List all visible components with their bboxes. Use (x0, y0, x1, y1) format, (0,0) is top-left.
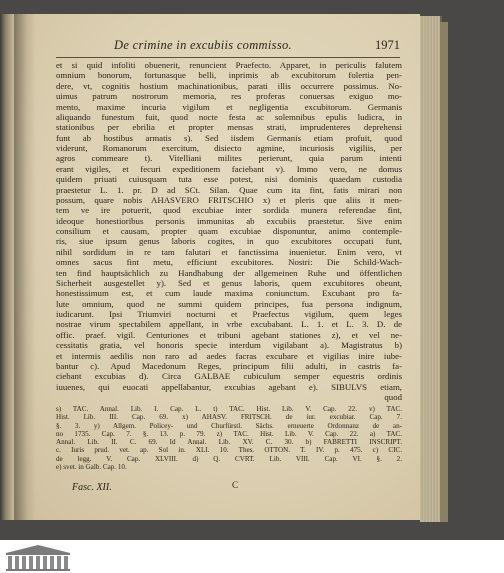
text-line: offic. praef. vigil. Centuriones et tribuni agebant stationes z), et vel ne- (56, 329, 402, 340)
text-line: ten find hauptsächlich zu Handhabung der allgemeinen Ruhe und öffentlichen (56, 267, 402, 278)
text-line: Sicherheit ausgestellet y). Sed et genus laboris, quem excubitores obeunt, (56, 277, 402, 288)
book-left-edge (0, 14, 14, 520)
signature-mark: Fasc. XII. (72, 482, 112, 493)
footnote-line: de legg. V. Cap. XLVIII. d) Q. CVRT. Lib. VIII. Cap. VI. §. 2. (56, 454, 402, 463)
text-line: omnes sacus fint metu, efficiunt excubitores. Nostri: Die Schild-Wach- (56, 257, 402, 268)
text-line: possum, quare nobis AHASVERO FRITSCHIO x) et pleris que aliis it men- (56, 194, 402, 205)
text-line: nihil sordidum in re tam falutari et fanctissima inuenietur. Enim vero, vt (56, 246, 402, 257)
text-line: stationibus per ebrilia et propter mensas strati, imprudenteres deprehensi (56, 122, 402, 133)
cover-edge (440, 22, 448, 522)
text-line: quidem priuati cuiusquam tuta esse potest, nisi dominis quaedam custodia (56, 174, 402, 185)
text-line: cessitatis gratia, vel honoris specie interdum vigilabant a). Magistratus b) (56, 340, 402, 351)
text-line: funt ab hostibus armatis s). Sed iisdem Germanis etiam profuit, quod (56, 132, 402, 143)
footnote-line: Hist. Lib. III. Cap. 69. x) AHASV. FRITSCH. de iur. excubiar. Cap. 7. (56, 413, 402, 422)
running-title: De crimine in excubiis commisso. (114, 38, 292, 52)
text-line: et intermis aedilis non raro ad aedes facras excubare et vigilias inire iube- (56, 350, 402, 361)
catchword: C (232, 480, 239, 490)
text-line: iudicarunt. Ipsi Triumviri nocturni et Praefectus vigilum, quem leges (56, 309, 402, 319)
text-line: ris, siue ipsum genus laboris cogites, in quo excubitores occupati funt, (56, 236, 402, 247)
footnote-line: §. 3. y) Allgem. Policey- und Churfürstl. Sächs. erneuerte Ordonnanz de an- (56, 421, 402, 430)
text-line: viderunt, Romanorum exercitum, disiecto agmine, incuriosis vigiliis, per (56, 143, 402, 153)
gutter-shadow (14, 14, 36, 520)
text-line: et si quid infoliti obuenerit, renuncient Praefecto. Apparet, in periculis falutem (56, 60, 402, 70)
footnote-line: c. Iuris prud. vet. ap. Sol in. XLI. 10. Thes. OTTON. T. IV. p. 475. c) CIC. (56, 446, 402, 455)
text-line: omnium bonorum, fortunasque belli, inprimis ab excubitorum folertia pen- (56, 70, 402, 81)
text-line: bantur c). Apud Macedonum Reges, principum filii adulti, in castris fa- (56, 360, 402, 371)
footnote-line: Annal. Lib. II. C. 69. Id Annal. Lib. XV. C. 30. b) FABRETTI INSCRIPT. (56, 438, 402, 447)
text-line: honestissimum est, et cum laude maxima coniunctum. Excubant pro fa- (56, 288, 402, 299)
text-line: nostrae virum spectabilem appellant, in vrbe excubabant. L. 1. et L. 3. D. de (56, 319, 402, 330)
text-line: consilium et causam, propter quam excubiae disponuntur, animo contemple- (56, 226, 402, 236)
text-line: iuuenes, qui euocati appellabantur, excubias agebant e). SIBULVS etiam, (56, 381, 402, 392)
footnote-line: no 1735. Cap. 7. §. 13. p. 79. z) TAC. Hist. Lib. V. Cap. 22. a) TAC. (56, 429, 402, 438)
text-line: dere, vt, cognitis hostium machinationibus, parati illis occurrere possimus. No- (56, 80, 402, 91)
text-line: agros commeare t). Vitelliani milites perierunt, quia parum intenti (56, 153, 402, 164)
text-line: uimus patrum nostrorum memoria, res proferas conuersas exiguo mo- (56, 91, 402, 102)
page-number: 1971 (375, 38, 400, 52)
main-text-block (56, 60, 402, 402)
footer-bar (0, 540, 504, 573)
text-line: aliquando funestum fuit, quod nocte festa ac solemnibus epulis ludicra, in (56, 111, 402, 122)
text-line: ciebant excubias d). Circa GALBAE cubiculum semper equestris ordinis (56, 371, 402, 382)
text-line: erant vigiles, et fecuri expeditionem faciebant v). Immo vero, ne domus (56, 163, 402, 174)
text-line: praestetur L. 1. pr. D ad SCt. Silan. Quae cum ita fint, fatis mirari non (56, 184, 402, 195)
header-rule (56, 57, 400, 58)
running-head (60, 38, 400, 54)
text-line: lute omnium, quod ne summi quidem principes, fua persona indignum, (56, 298, 402, 309)
text-line: quod (384, 392, 402, 402)
page-block-edges (420, 16, 442, 522)
library-building-logo-icon (4, 543, 72, 571)
text-line: ideoque honestioribus personis immunitas ab excubiis praestetur. Sive enim (56, 215, 402, 226)
footnotes-block (56, 405, 402, 471)
text-line: tem ve ire potuerit, quod excubiae inter sordida munera referendae fint, (56, 205, 402, 216)
footnote-line: s) TAC. Annal. Lib. I. Cap. L. t) TAC. Hist. Lib. V. Cap. 22. v) TAC. (56, 405, 402, 413)
text-line: mento, maxime incuria vigilum et negligentia excubitorum. Germanis (56, 101, 402, 112)
footnote-line: e) svet. in Galb. Cap. 10. (56, 463, 127, 472)
